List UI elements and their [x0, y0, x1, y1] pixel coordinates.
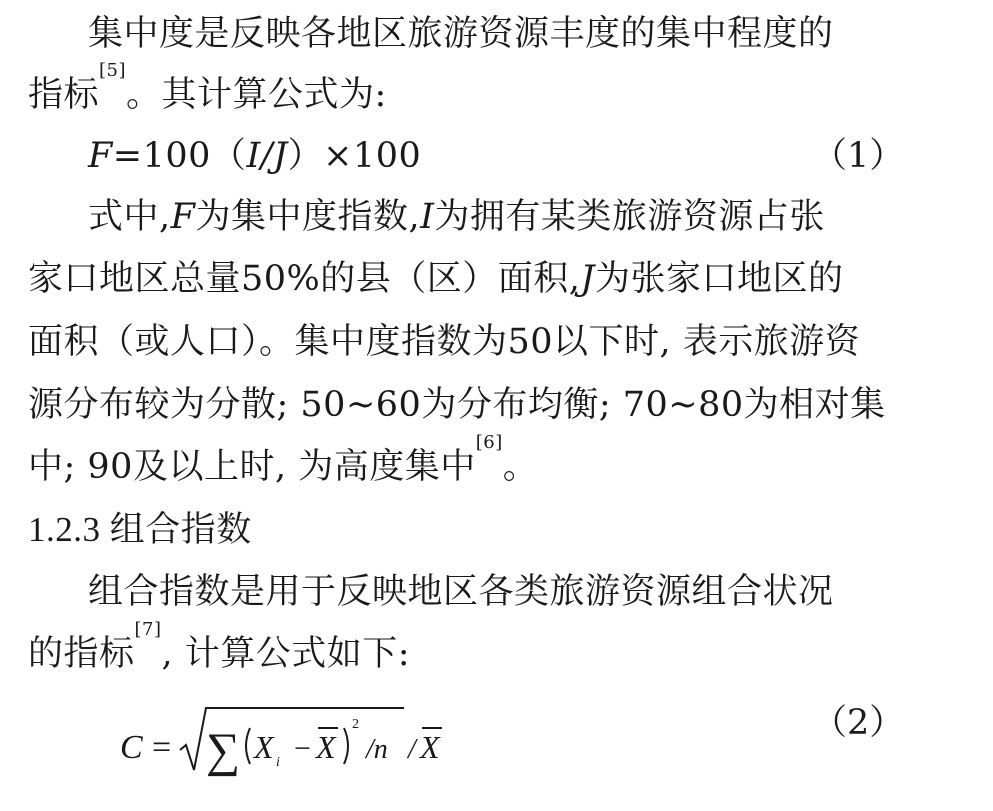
citation-6: [6] [475, 432, 503, 453]
var-f: F [170, 197, 196, 237]
var-j: J [580, 259, 595, 299]
section-heading: 1.2.3 组合指数 [28, 510, 252, 549]
sum-sign: ∑ [206, 724, 241, 777]
para2-line2 [28, 259, 843, 299]
eq2-lhs: C [120, 729, 143, 766]
para2-line3: 面积（或人口）。集中度指数为50以下时, 表示旅游资 [28, 322, 861, 362]
eq1-slash: / [260, 136, 274, 176]
right-bracket [344, 728, 348, 764]
para2-line5 [28, 432, 539, 487]
para1-line1: 集中度是反映各地区旅游资源丰度的集中程度的 [88, 14, 834, 54]
para2-line1 [88, 197, 825, 237]
para2-l5-tail: 。 [502, 447, 539, 487]
eq1-lhs: F [88, 136, 113, 176]
para3-tail: , 计算公式如下: [161, 634, 411, 674]
citation-5: [5] [99, 60, 127, 81]
eq2-subscript-i: i [276, 755, 280, 770]
para2-l1c: 为拥有某类旅游资源占张 [434, 197, 825, 237]
equation-1 [88, 136, 421, 176]
eq2-xbar: X [316, 729, 336, 765]
para2-l1b: 为集中度指数, [195, 197, 421, 237]
eq2-div-n: /n [366, 734, 388, 765]
para2-l1a: 式中, [88, 197, 171, 237]
eq2-minus: − [294, 732, 311, 765]
eq2-div-xbar: X [420, 729, 440, 765]
para2-l2a: 家口地区总量50%的县（区）面积, [28, 259, 581, 299]
equation-number-1: （1） [812, 136, 905, 176]
para1-line2 [28, 60, 387, 115]
para2-l2b: 为张家口地区的 [594, 259, 844, 299]
para3-text: 的指标 [28, 634, 135, 674]
var-i: I [420, 197, 435, 237]
equation-number-2: （2） [812, 703, 905, 743]
eq1-rhs: ）×100 [287, 136, 422, 176]
para1-tail: 。其计算公式为: [126, 75, 387, 115]
citation-7: [7] [134, 619, 162, 640]
eq2-slash: / [408, 734, 416, 765]
para2-line4: 源分布较为分散; 50~60为分布均衡; 70~80为相对集 [28, 385, 886, 425]
para3-line1: 组合指数是用于反映地区各类旅游资源组合状况 [88, 572, 834, 612]
left-bracket [246, 728, 250, 764]
eq2-equals: = [152, 729, 172, 766]
eq2-x: X [254, 729, 274, 765]
para3-line2 [28, 619, 411, 674]
eq1-j: J [273, 136, 288, 176]
para2-l5-text: 中; 90及以上时, 为高度集中 [28, 447, 476, 487]
eq2-power: 2 [352, 717, 359, 732]
equation-2 [118, 700, 458, 780]
eq1-i: I [246, 136, 261, 176]
para1-text: 指标 [28, 75, 100, 115]
eq1-eq: =100（ [112, 136, 247, 176]
